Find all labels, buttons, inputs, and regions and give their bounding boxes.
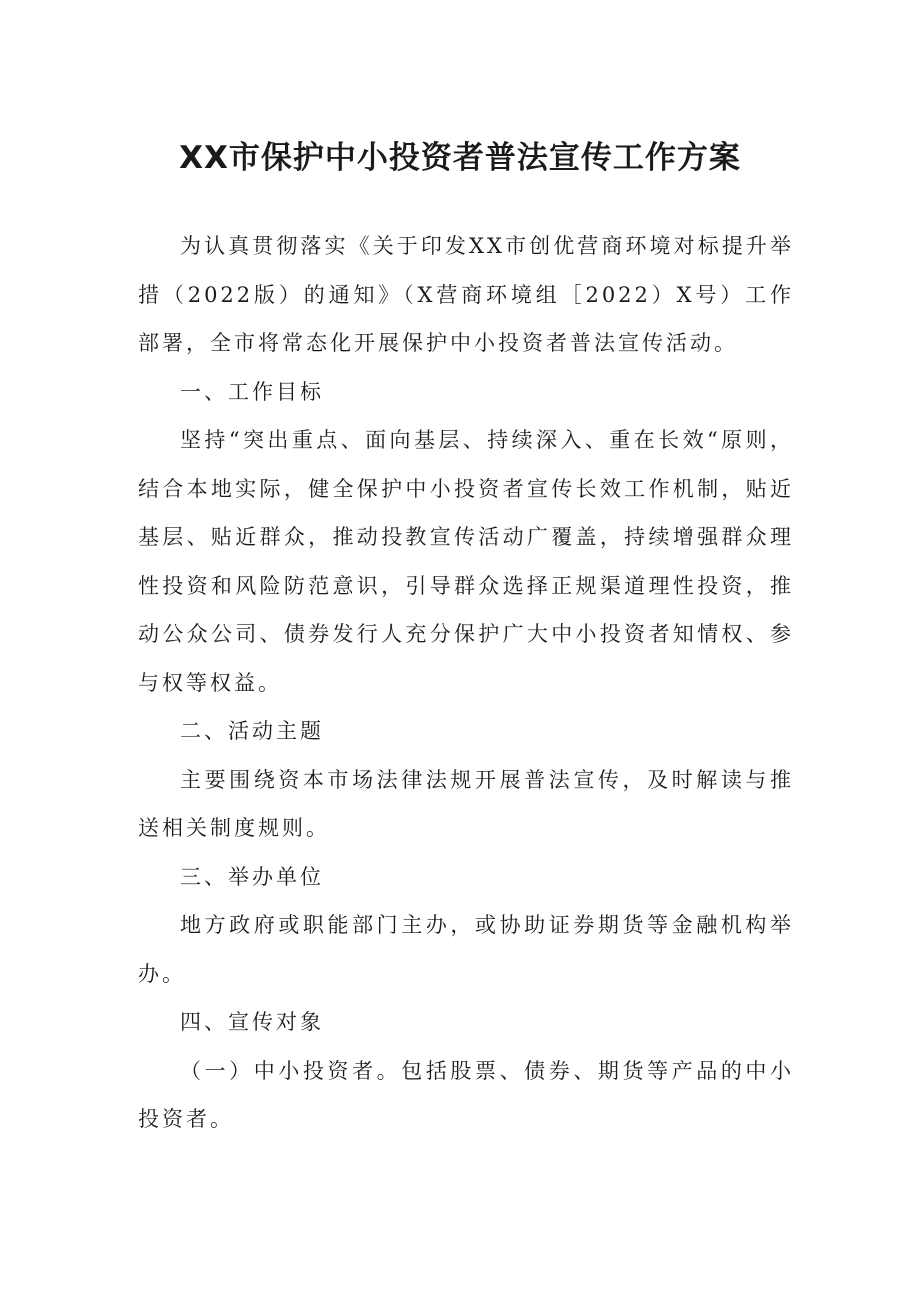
section-heading-theme: 二、活动主题 bbox=[180, 719, 324, 743]
goals-paragraph: 坚持“突出重点、面向基层、持续深入、重在长效“原则，结合本地实际，健全保护中小投资者宣传长效工作机制，贴近基层、贴近群众，推动投教宣传活动广覆盖，持续增强群众理性投资和风险防范意识，引导群众选择正规渠道理性投资，推动公众公司、债券发行人充分保护广大中小投资者知情权、参与权等权益。 bbox=[138, 428, 794, 695]
section-heading-audience: 四、宣传对象 bbox=[180, 1010, 324, 1034]
section-heading-organizers: 三、举办单位 bbox=[180, 864, 324, 889]
audience-paragraph: （一）中小投资者。包括股票、债券、期货等产品的中小投资者。 bbox=[138, 1058, 794, 1131]
theme-paragraph: 主要围绕资本市场法律法规开展普法宣传，及时解读与推送相关制度规则。 bbox=[138, 767, 794, 840]
organizers-paragraph: 地方政府或职能部门主办，或协助证券期货等金融机构举办。 bbox=[138, 913, 794, 986]
intro-paragraph: 为认真贯彻落实《关于印发XX市创优营商环境对标提升举措（2022版）的通知》（X营商环境组［2022）X号）工作部署，全市将常态化开展保护中小投资者普法宣传活动。 bbox=[138, 234, 794, 355]
document-title: XX市保护中小投资者普法宣传工作方案 bbox=[179, 140, 741, 176]
section-heading-goals: 一、工作目标 bbox=[180, 379, 324, 404]
document-body bbox=[138, 222, 794, 1144]
